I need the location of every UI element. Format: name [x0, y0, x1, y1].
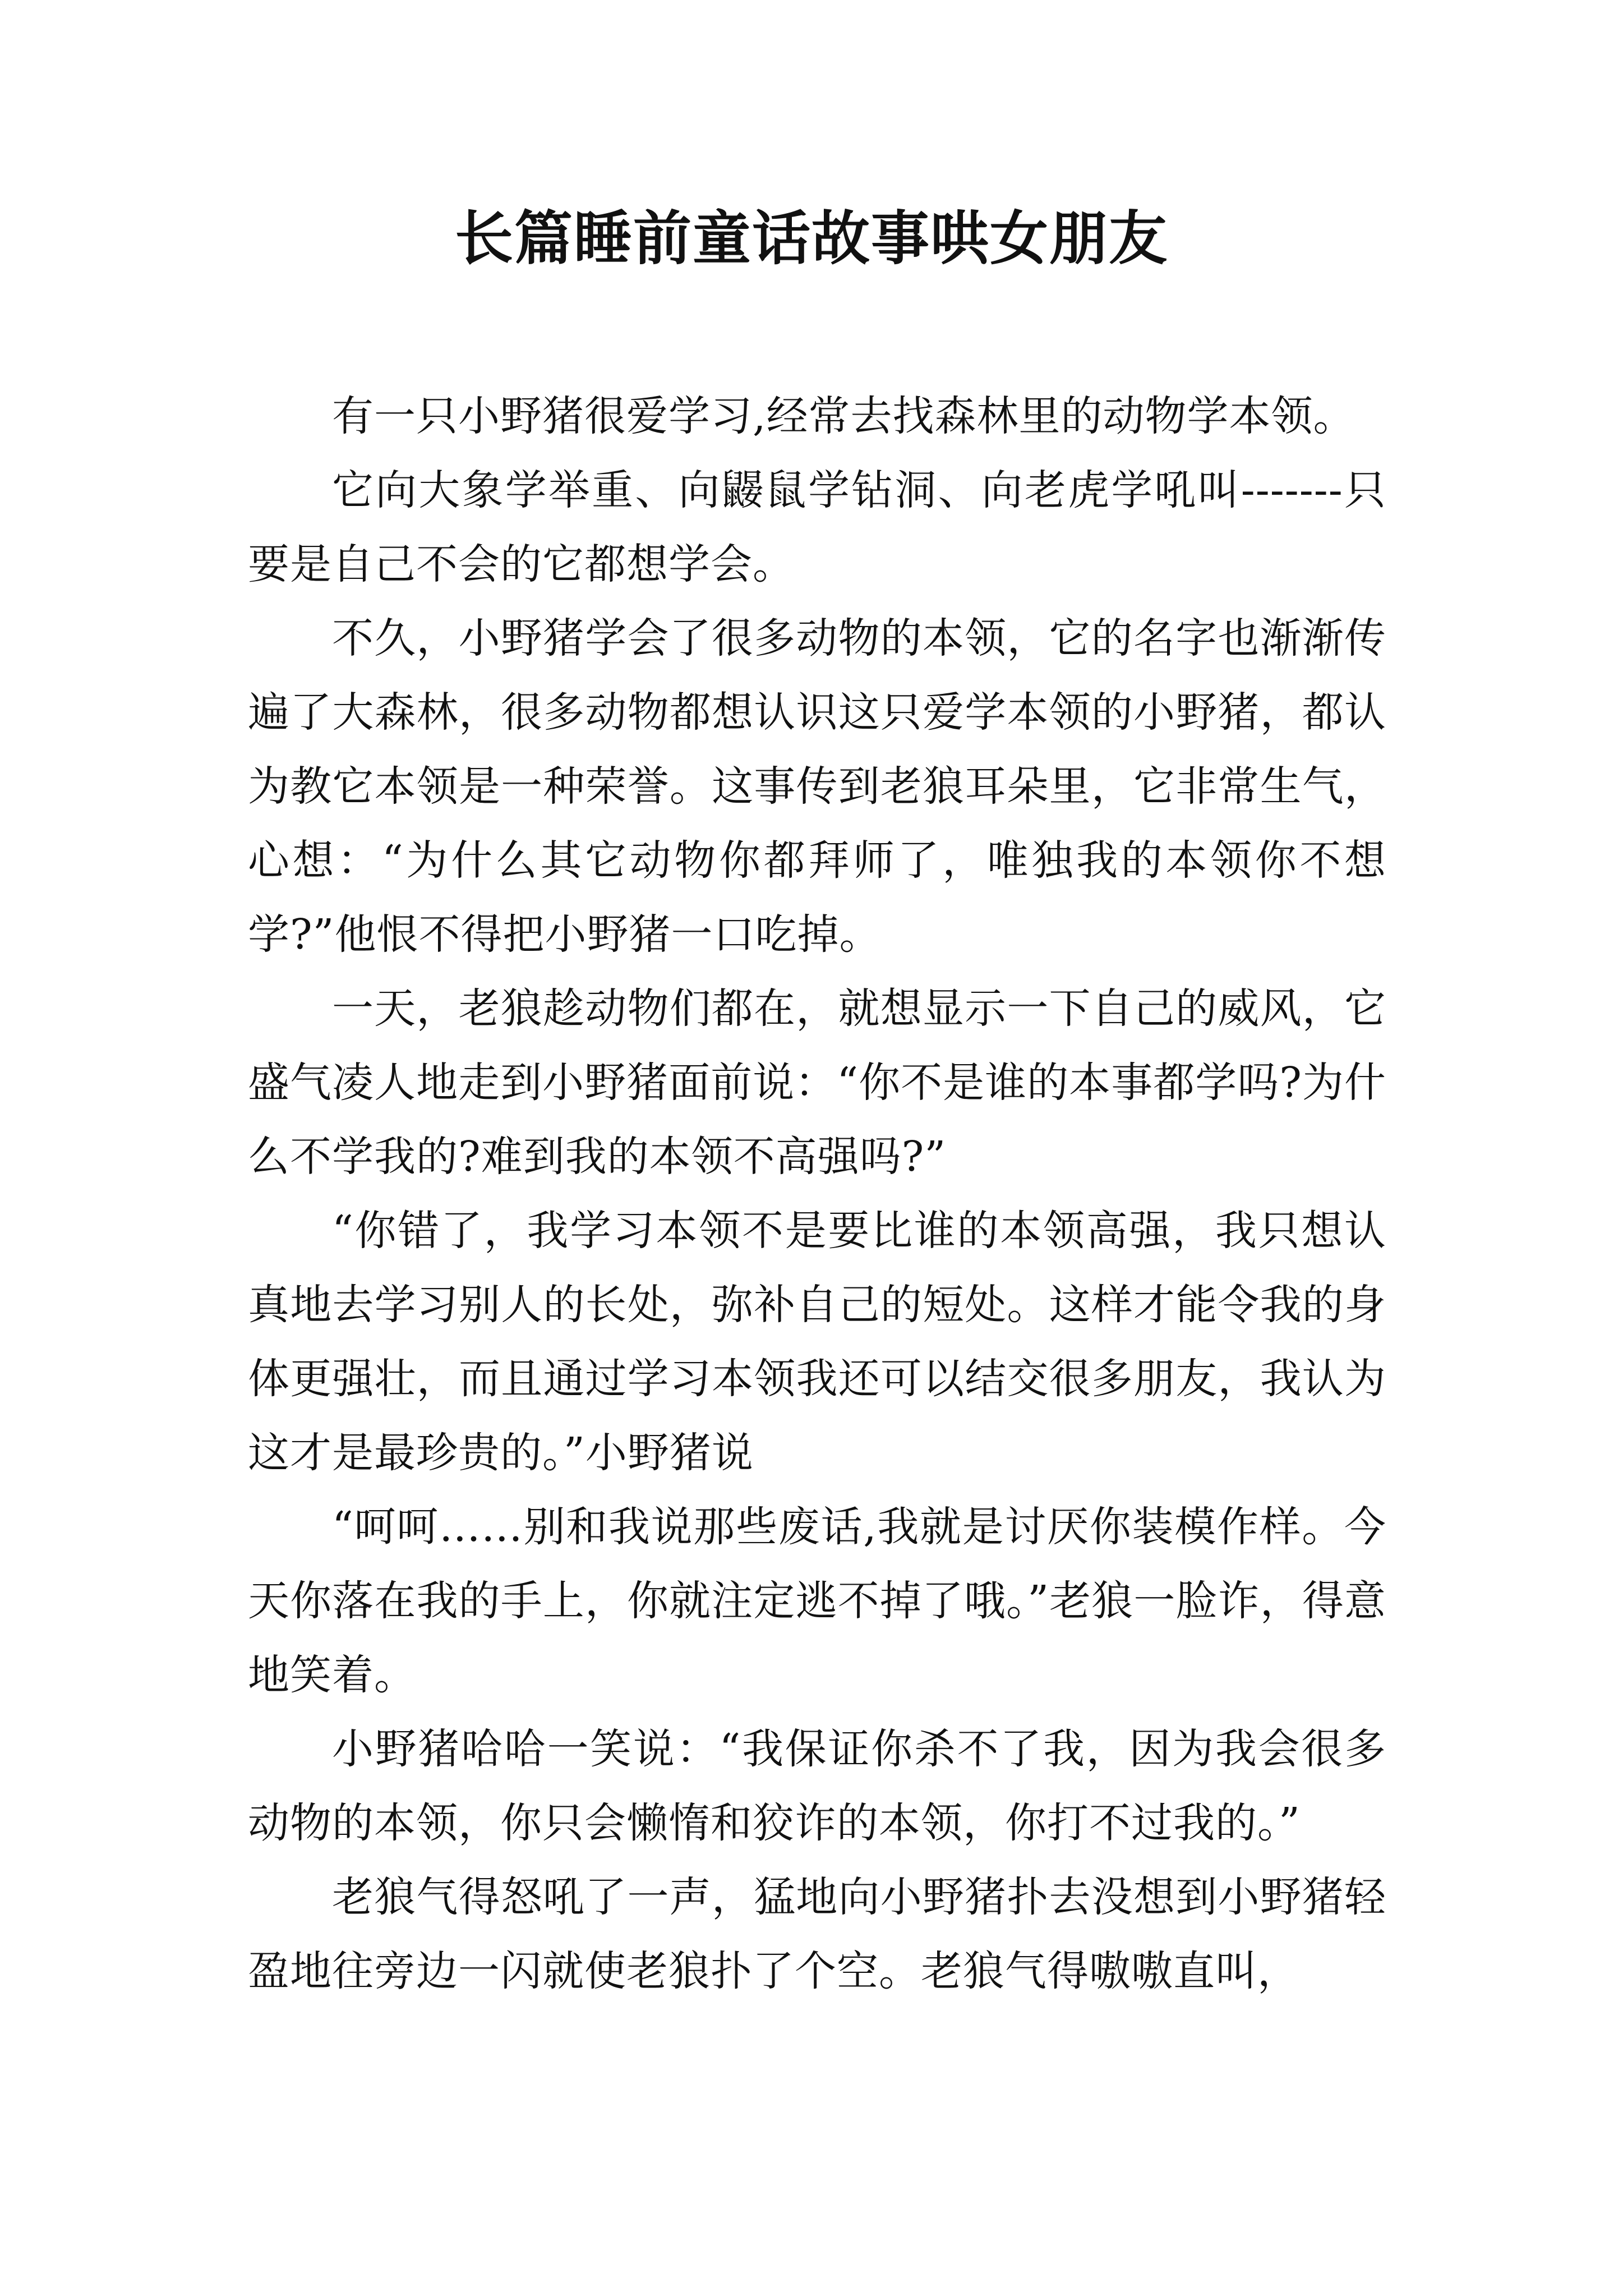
document-body [248, 379, 1386, 2008]
paragraph: “你错了，我学习本领不是要比谁的本领高强，我只想认真地去学习别人的长处，弥补自己的短处。这样才能令我的身体更强壮，而且通过学习本领我还可以结交很多朋友，我认为这才是最珍贵的。”小野猪说 [248, 1207, 1386, 1477]
paragraph: 它向大象学举重、向鼹鼠学钻洞、向老虎学吼叫-------只要是自己不会的它都想学会。 [248, 466, 1386, 588]
paragraph: 老狼气得怒吼了一声，猛地向小野猪扑去没想到小野猪轻盈地往旁边一闪就使老狼扑了个空。老狼气得嗷嗷直叫， [248, 1873, 1386, 1995]
paragraph: 不久，小野猪学会了很多动物的本领，它的名字也渐渐传遍了大森林，很多动物都想认识这只爱学本领的小野猪，都认为教它本领是一种荣誉。这事传到老狼耳朵里，它非常生气，心想：“为什么其它动物你都拜师了，唯独我的本领你不想学?”他恨不得把小野猪一口吃掉。 [248, 614, 1386, 959]
document-title: 长篇睡前童话故事哄女朋友 [454, 204, 1168, 273]
paragraph: “呵呵……别和我说那些废话,我就是讨厌你装模作样。今天你落在我的手上，你就注定逃不掉了哦。”老狼一脸诈，得意地笑着。 [248, 1503, 1386, 1699]
paragraph: 一天，老狼趁动物们都在，就想显示一下自己的威风，它盛气凌人地走到小野猪面前说：“你不是谁的本事都学吗?为什么不学我的?难到我的本领不高强吗?” [248, 984, 1386, 1181]
paragraph: 有一只小野猪很爱学习,经常去找森林里的动物学本领。 [332, 392, 1355, 440]
paragraph: 小野猪哈哈一笑说：“我保证你杀不了我，因为我会很多动物的本领，你只会懒惰和狡诈的本领，你打不过我的。” [248, 1725, 1386, 1847]
